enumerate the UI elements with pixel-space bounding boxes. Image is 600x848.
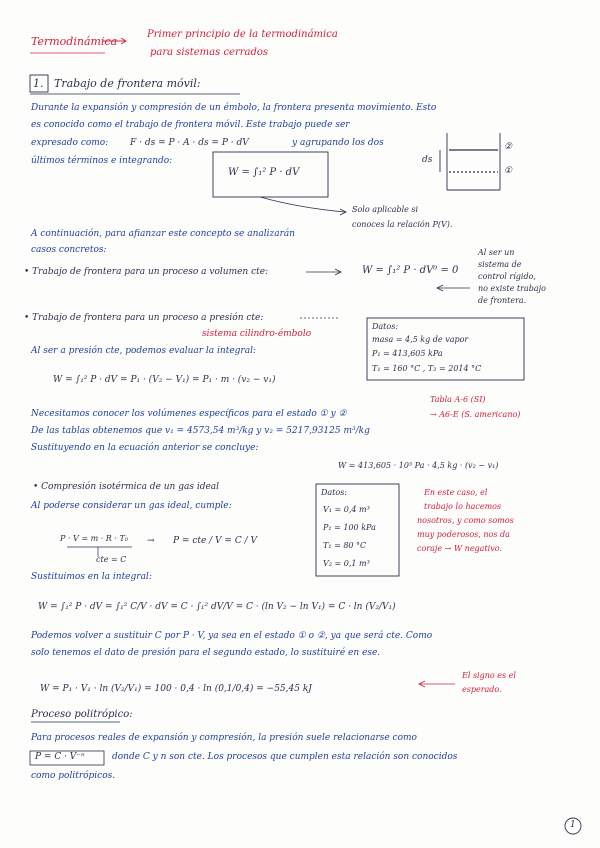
polytropic-formula: P = C · V⁻ⁿ	[35, 752, 85, 762]
data-box-2-title: Datos:	[321, 488, 348, 497]
case-isothermal-label: • Compresión isotérmica de un gas ideal	[33, 482, 220, 492]
case-isothermal-line: solo tenemos el dato de presión para el segundo estado, lo sustituiré en ese.	[31, 648, 381, 658]
rigid-note: no existe trabajo	[478, 284, 546, 293]
isothermal-note: muy poderosos, nos da	[417, 530, 510, 539]
intro-line: casos concretos:	[31, 245, 107, 255]
isothermal-note: nosotros, y como somos	[417, 516, 514, 525]
case-isothermal-line: Sustituimos en la integral:	[31, 572, 152, 582]
data-box-1-item: T₁ = 160 °C , T₂ = 2014 °C	[372, 364, 482, 373]
case-pressure-line: De las tablas obtenemos que v₁ = 4573,54 m³/kg y v₂ = 5217,93125 m³/kg	[31, 426, 370, 436]
ideal-gas-arrow: →	[147, 536, 155, 546]
case-pressure-result: W = 413,605 · 10³ Pa · 4,5 kg · (v₂ − v₁)	[338, 461, 499, 470]
data-box-2-item: V₁ = 0,4 m³	[323, 505, 370, 514]
page-number: 1	[570, 820, 576, 830]
polytropic-line: como politrópicos.	[31, 771, 116, 781]
data-box-2-item: T₁ = 80 °C	[323, 541, 367, 550]
header-title-line2: para sistemas cerrados	[150, 47, 269, 58]
polytropic-title: Proceso politrópico:	[31, 709, 133, 720]
case-isothermal-result: W = P₁ · V₁ · ln (V₂/V₁) = 100 · 0,4 · ln (0,1/0,4) = −55,45 kJ	[40, 684, 312, 694]
tabla-note: Tabla A-6 (SI)	[430, 395, 486, 404]
ideal-gas-constant: cte = C	[96, 555, 127, 564]
case-pressure-line: Necesitamos conocer los volúmenes específicos para el estado ① y ②	[31, 409, 347, 419]
inline-equation: F · ds = P · A · ds = P · dV	[130, 138, 249, 148]
header-topic: Termodinámica	[31, 35, 118, 48]
case-volume-label: • Trabajo de frontera para un proceso a volumen cte:	[24, 267, 269, 277]
rigid-note: sistema de	[478, 260, 522, 269]
intro-line: A continuación, para afianzar este concepto se analizarán	[31, 229, 296, 239]
data-box-2-item: V₂ = 0,1 m³	[323, 559, 370, 568]
section-title: Trabajo de frontera móvil:	[54, 77, 201, 90]
polytropic-line: donde C y n son cte. Los procesos que cumplen esta relación son conocidos	[112, 752, 458, 762]
paragraph-line: y agrupando los dos	[292, 138, 384, 148]
paragraph-line: Durante la expansión y compresión de un émbolo, la frontera presenta movimiento. Esto	[31, 103, 437, 113]
case-pressure-line: Al ser a presión cte, podemos evaluar la integral:	[31, 346, 256, 356]
case-pressure-line: Sustituyendo en la ecuación anterior se concluye:	[31, 443, 259, 453]
data-box-1-title: Datos:	[372, 322, 399, 331]
data-box-1-item: masa = 4,5 kg de vapor	[372, 335, 469, 344]
note-solo-aplicable: Solo aplicable si	[352, 205, 419, 214]
case-pressure-subtitle: sistema cilindro-émbolo	[202, 329, 312, 339]
tabla-note: → A6-E (S. americano)	[430, 410, 521, 419]
note-relacion: conoces la relación P(V).	[352, 220, 453, 229]
piston-label-ds: ds	[422, 155, 433, 165]
rigid-note: de frontera.	[478, 296, 527, 305]
isothermal-note: coraje → W negativo.	[417, 544, 502, 553]
ideal-gas-pressure: P = cte / V = C / V	[173, 536, 257, 546]
rigid-note: Al ser un	[478, 248, 515, 257]
isothermal-note: trabajo lo hacemos	[424, 502, 502, 511]
case-isothermal-line: Al poderse considerar un gas ideal, cumple:	[31, 501, 232, 511]
sign-note: El signo es el	[462, 671, 516, 680]
paragraph-line: expresado como:	[31, 138, 109, 148]
polytropic-line: Para procesos reales de expansión y compresión, la presión suele relacionarse como	[31, 733, 417, 743]
piston-label-state2: ②	[504, 142, 513, 152]
isothermal-note: En este caso, el	[424, 488, 488, 497]
main-work-equation: W = ∫₁² P · dV	[228, 167, 300, 178]
case-isothermal-line: Podemos volver a sustituir C por P · V, ya sea en el estado ① o ②, ya que será cte. Como	[31, 631, 433, 641]
case-pressure-equation: W = ∫₁² P · dV = P₁ · (V₂ − V₁) = P₁ · m · (v₂ − v₁)	[53, 375, 276, 385]
sign-note: esperado.	[462, 685, 502, 694]
paragraph-line: es conocido como el trabajo de frontera móvil. Este trabajo puede ser	[31, 120, 350, 130]
piston-label-state1: ①	[504, 166, 513, 176]
section-number: 1.	[33, 77, 44, 90]
data-box-2-item: P₁ = 100 kPa	[323, 523, 376, 532]
header-title-line1: Primer principio de la termodinámica	[147, 29, 338, 40]
data-box-1-item: P₁ = 413,605 kPa	[372, 349, 443, 358]
case-isothermal-equation: W = ∫₁² P · dV = ∫₁² C/V · dV = C · ∫₁² dV/V = C · (ln V₂ − ln V₁) = C · ln (V₂/V₁)	[38, 602, 396, 612]
ideal-gas-law: P · V = m · R · T₀	[60, 534, 128, 543]
case-pressure-label: • Trabajo de frontera para un proceso a presión cte:	[24, 313, 264, 323]
paragraph-line: últimos términos e integrando:	[31, 156, 173, 166]
rigid-note: control rígido,	[478, 272, 536, 281]
case-volume-equation: W = ∫₁² P · dV⁰ = 0	[362, 265, 459, 276]
